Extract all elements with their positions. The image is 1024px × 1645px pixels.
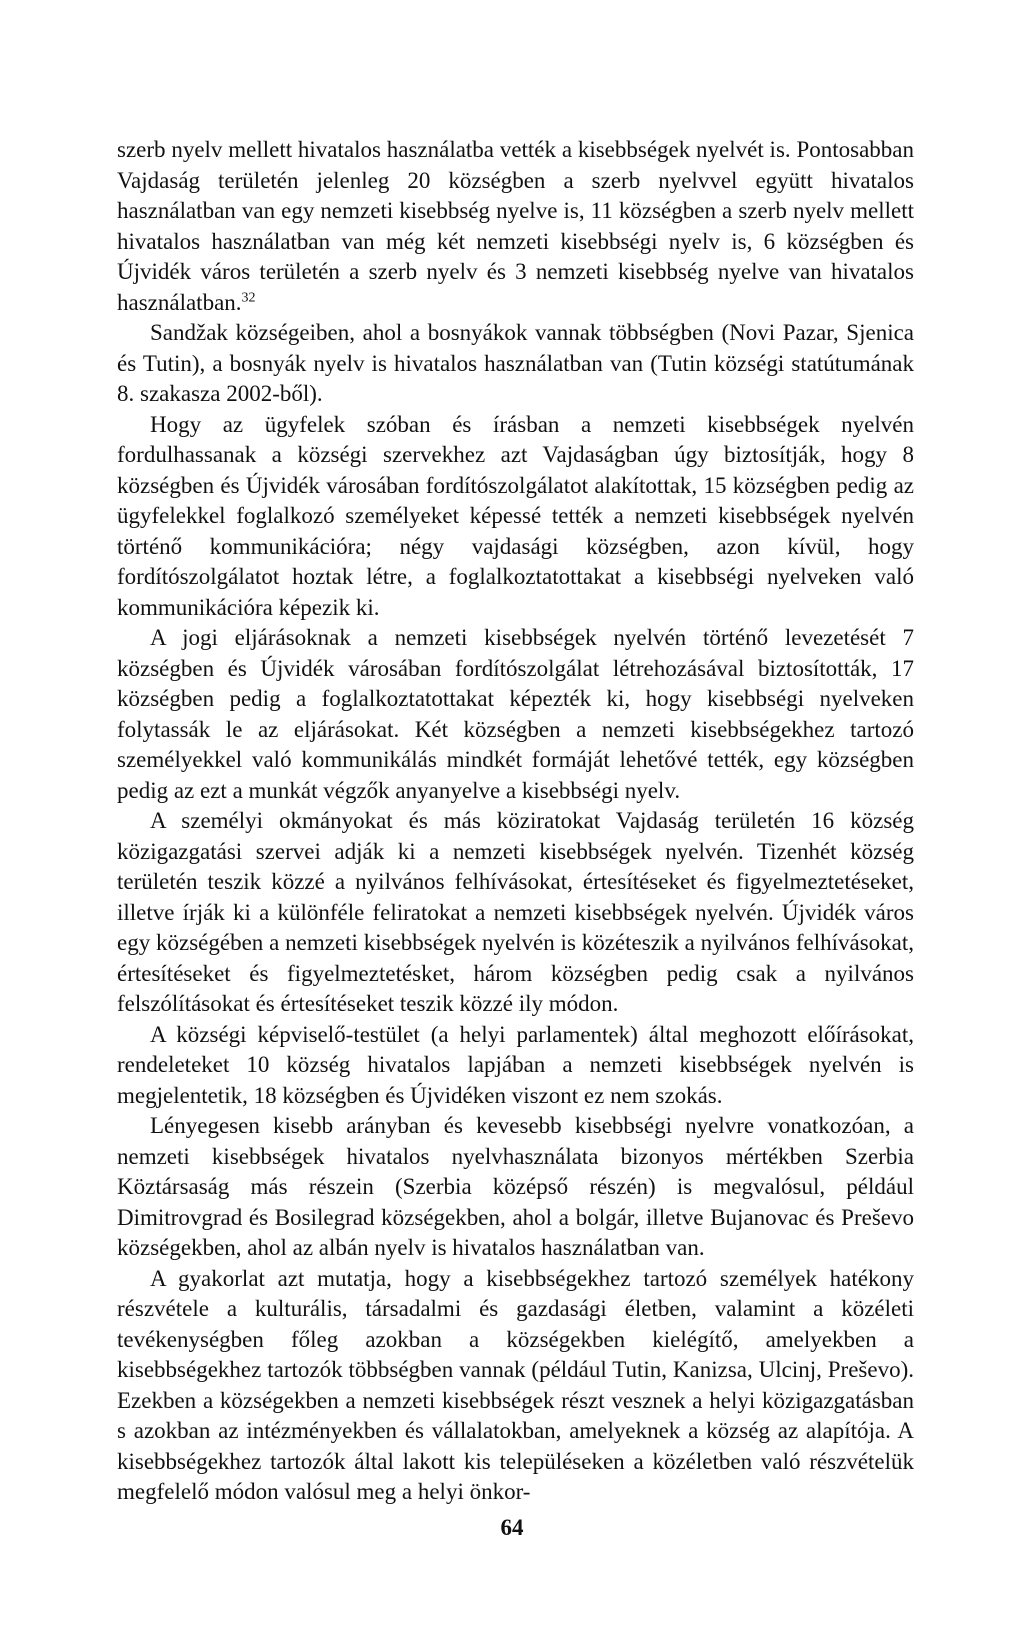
paragraph-central-serbia: Lényegesen kisebb arányban és kevesebb kisebbségi nyelvre vonatkozóan, a nemzeti kisebbségek hivatalos nyelvhasználata bizonyos mértékben Szerbia Köztársaság más részein (Szerbia középső részén) is megvalósul, például Dimitrovgrad és Bosilegrad községekben, ahol a bolgár, illetve Bujanovac és Preševo községekben, ahol az albán nyelv is hivatalos használatban van.: [117, 1113, 914, 1260]
paragraph-text: szerb nyelv mellett hivatalos használatba vették a kisebbségek nyelvét is. Pontosabban Vajdaság területén jelenleg 20 községben a szerb nyelvvel együtt hivatalos használatban van egy nemzeti kisebbség nyelve is, 11 községben a szerb nyelv mellett hivatalos használatban van még két nemzeti kisebbségi nyelv is, 6 községben és Újvidék város területén a szerb nyelv és 3 nemzeti kisebbség nyelve van hivatalos használatban.: [117, 137, 914, 315]
paragraph-participation: A gyakorlat azt mutatja, hogy a kisebbségekhez tartozó személyek hatékony részvétele a kulturális, társadalmi és gazdasági életben, valamint a közéleti tevékenységben főleg azokban a községekben kielégítő, amelyekben a kisebbségekhez tartozók többségben vannak (például Tutin, Kanizsa, Ulcinj, Preševo). Ezekben a községekben a nemzeti kisebbségek részt vesznek a helyi közigazgatásban s azokban az intézményekben és vállalatokban, amelyeknek a község az alapítója. A kisebbségekhez tartozók által lakott kis településeken a közéletben való részvételük megfelelő módon valósul meg a helyi önkor-: [117, 1265, 914, 1504]
page-body: [117, 135, 914, 1508]
paragraph-municipal-regulations: A községi képviselő-testület (a helyi parlamentek) által meghozott előírásokat, rendeleteket 10 község hivatalos lapjában a nemzeti kisebbségek nyelvén is megjelentetik, 18 községben és Újvidéken viszont ez nem szokás.: [117, 1021, 914, 1108]
footnote-reference: 32: [241, 289, 256, 305]
page-number: 64: [500, 1515, 524, 1540]
paragraph-personal-documents: A személyi okmányokat és más köziratokat Vajdaság területén 16 község közigazgatási szervei adják ki a nemzeti kisebbségek nyelvén. Tizenhét község területén teszik közzé a nyilvános felhívásokat, értesítéseket és figyelmeztetéseket, illetve írják ki a különféle feliratokat a nemzeti kisebbségek nyelvén. Újvidék város egy községében a nemzeti kisebbségek nyelvén is közéteszik a nyilvános felhívásokat, értesítéseket és figyelmeztetésket, három községben pedig csak a nyilvános felszólításokat és értesítéseket teszik közzé ily módon.: [117, 808, 914, 1016]
paragraph-continuation: [117, 135, 914, 318]
paragraph-client-communication: Hogy az ügyfelek szóban és írásban a nemzeti kisebbségek nyelvén fordulhassanak a községi szervekhez azt Vajdaságban úgy biztosítják, hogy 8 községben és Újvidék városában fordítószolgálatot alakítottak, 15 községben pedig az ügyfelekkel foglalkozó személyeket képessé tették a nemzeti kisebbségek nyelvén történő kommunikációra; négy vajdasági községben, azon kívül, hogy fordítószolgálatot hoztak létre, a foglalkoztatottakat a kisebbségi nyelveken való kommunikációra képezik ki.: [117, 411, 914, 620]
paragraph-sandzak: Sandžak községeiben, ahol a bosnyákok vannak többségben (Novi Pazar, Sjenica és Tutin), a bosnyák nyelv is hivatalos használatban van (Tutin községi statútumának 8. szakasza 2002-ből).: [117, 320, 914, 406]
paragraph-legal-proceedings: A jogi eljárásoknak a nemzeti kisebbségek nyelvén történő levezetését 7 községben és Újvidék városában fordítószolgálat létrehozásával biztosították, 17 községben pedig a foglalkoztatottakat képezték ki, hogy kisebbségi nyelveken folytassák le az eljárásokat. Két községben a nemzeti kisebbségekhez tartozó személyekkel való kommunikálás mindkét formáját lehetővé tették, egy községben pedig az ezt a munkát végzők anyanyelve a kisebbségi nyelv.: [117, 625, 914, 803]
